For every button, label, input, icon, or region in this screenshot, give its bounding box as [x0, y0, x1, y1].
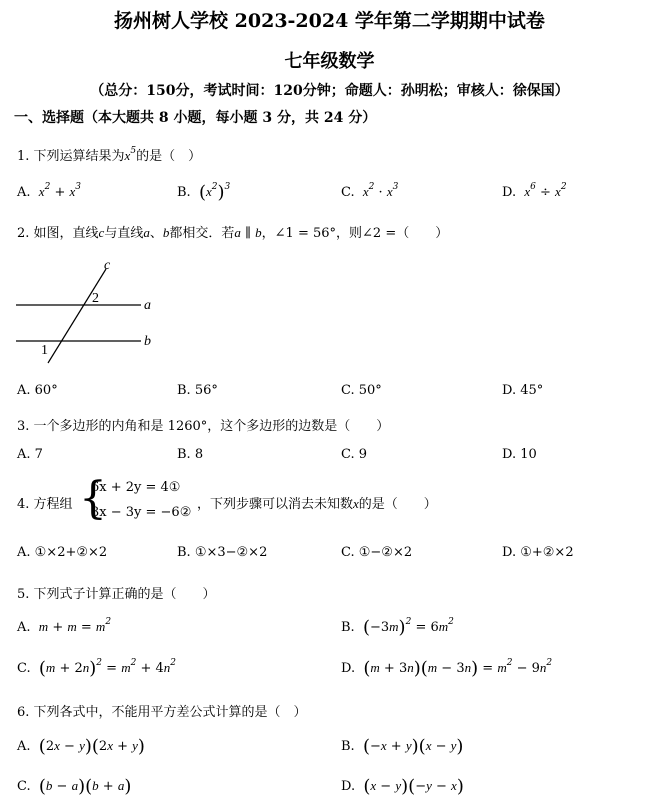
question-1-stem: 1. 下列运算结果为$x^5$的是（ ） [17, 146, 202, 164]
angle-1-label: 1 [41, 343, 48, 358]
exam-subtitle: 七年级数学 [284, 51, 375, 72]
q2-option-a[interactable]: A. 60° [17, 383, 58, 398]
system-brace: { [79, 473, 107, 524]
q1-option-d[interactable]: D. $x^6 \div x^2$ [502, 182, 567, 200]
q1-option-b[interactable]: B. $(x^2)^3$ [177, 182, 231, 203]
question-4-stem-a: 4. 方程组 [17, 497, 73, 512]
q1-option-a[interactable]: A. $x^2 + x^3$ [17, 182, 81, 200]
angle-2-label: 2 [92, 291, 99, 306]
q4-equation-1: 6x + 2y = 4① [91, 480, 181, 495]
q2-option-d[interactable]: D. 45° [502, 383, 544, 398]
q2-option-c[interactable]: C. 50° [341, 383, 382, 398]
line-a-label: a [144, 298, 151, 313]
exam-info: （总分：150分，考试时间：120分钟；命题人：孙明松；审核人：徐保国） [90, 83, 569, 99]
q4-option-d[interactable]: D. ①+②×2 [502, 545, 574, 560]
q6-option-d[interactable]: D. (x − y)(−y − x) [341, 776, 464, 797]
line-c-label: c [104, 258, 111, 273]
question-3-stem: 3. 一个多边形的内角和是 1260°，这个多边形的边数是（ ） [17, 419, 390, 434]
question-5-stem: 5. 下列式子计算正确的是（ ） [17, 587, 216, 602]
q1-option-c[interactable]: C. $x^2 \cdot x^3$ [341, 182, 399, 200]
q4-option-c[interactable]: C. ①−②×2 [341, 545, 413, 560]
question-6-stem: 6. 下列各式中，不能用平方差公式计算的是（ ） [17, 705, 307, 720]
q3-option-b[interactable]: B. 8 [177, 447, 204, 462]
q6-option-a[interactable]: A. (2x − y)(2x + y) [17, 736, 145, 757]
q3-option-c[interactable]: C. 9 [341, 447, 368, 462]
question-2-stem: 2. 如图，直线c与直线a、b都相交．若a ∥ b，∠1 = 56°，则∠2 =（ ） [17, 225, 449, 241]
q3-option-a[interactable]: A. 7 [17, 447, 43, 462]
q5-option-b[interactable]: B. $(-3m)^2 = 6m^2$ [341, 617, 454, 638]
q2-option-b[interactable]: B. 56° [177, 383, 218, 398]
q5-option-d[interactable]: D. $(m + 3n)(m - 3n) = m^2 - 9n^2$ [341, 658, 553, 679]
q6-option-c[interactable]: C. (b − a)(b + a) [17, 776, 132, 797]
section-heading: 一、选择题（本大题共 8 小题，每小题 3 分，共 24 分） [14, 110, 377, 126]
q3-option-d[interactable]: D. 10 [502, 447, 537, 462]
q4-option-b[interactable]: B. ①×3−②×2 [177, 545, 268, 560]
q5-option-c[interactable]: C. $(m + 2n)^2 = m^2 + 4n^2$ [17, 658, 176, 679]
q5-option-a[interactable]: A. $m + m = m^2$ [17, 617, 112, 635]
line-b-label: b [144, 334, 151, 349]
exam-title: 扬州树人学校 2023-2024 学年第二学期期中试卷 [114, 10, 545, 32]
q4-equation-2: 3x − 3y = −6② [91, 505, 192, 520]
question-4-stem-b: ，下列步骤可以消去未知数x的是（ ） [197, 496, 437, 512]
q2-figure [10, 255, 160, 370]
q6-option-b[interactable]: B. (−x + y)(x − y) [341, 736, 464, 757]
q4-option-a[interactable]: A. ①×2+②×2 [17, 545, 108, 560]
